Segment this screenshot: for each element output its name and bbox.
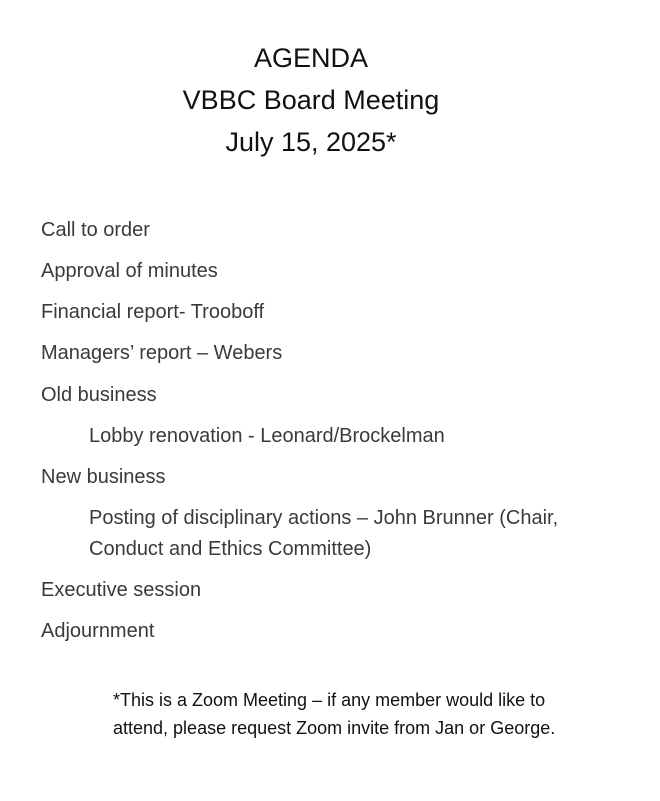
meeting-title: VBBC Board Meeting [182,85,440,115]
agenda-item-financial-report: Financial report- Trooboff [41,301,265,323]
agenda-subitem-disciplinary-actions: Posting of disciplinary actions – John Brunner (Chair, Conduct and Ethics Committee) [89,507,559,560]
agenda-item-executive-session: Executive session [41,579,202,601]
agenda-item-new-business: New business [41,466,166,488]
meeting-date: July 15, 2025* [225,127,397,157]
agenda-item-adjournment: Adjournment [41,620,155,642]
agenda-heading: AGENDA [253,43,369,73]
agenda-subitem-lobby-renovation: Lobby renovation - Leonard/Brockelman [89,425,445,447]
agenda-item-call-to-order: Call to order [41,219,150,241]
agenda-item-old-business: Old business [41,384,157,406]
agenda-item-managers-report: Managers’ report – Webers [41,342,283,364]
agenda-item-approval-of-minutes: Approval of minutes [41,260,218,282]
zoom-footnote: *This is a Zoom Meeting – if any member would like to attend, please request Zoom invite from Jan or George. [113,690,556,738]
